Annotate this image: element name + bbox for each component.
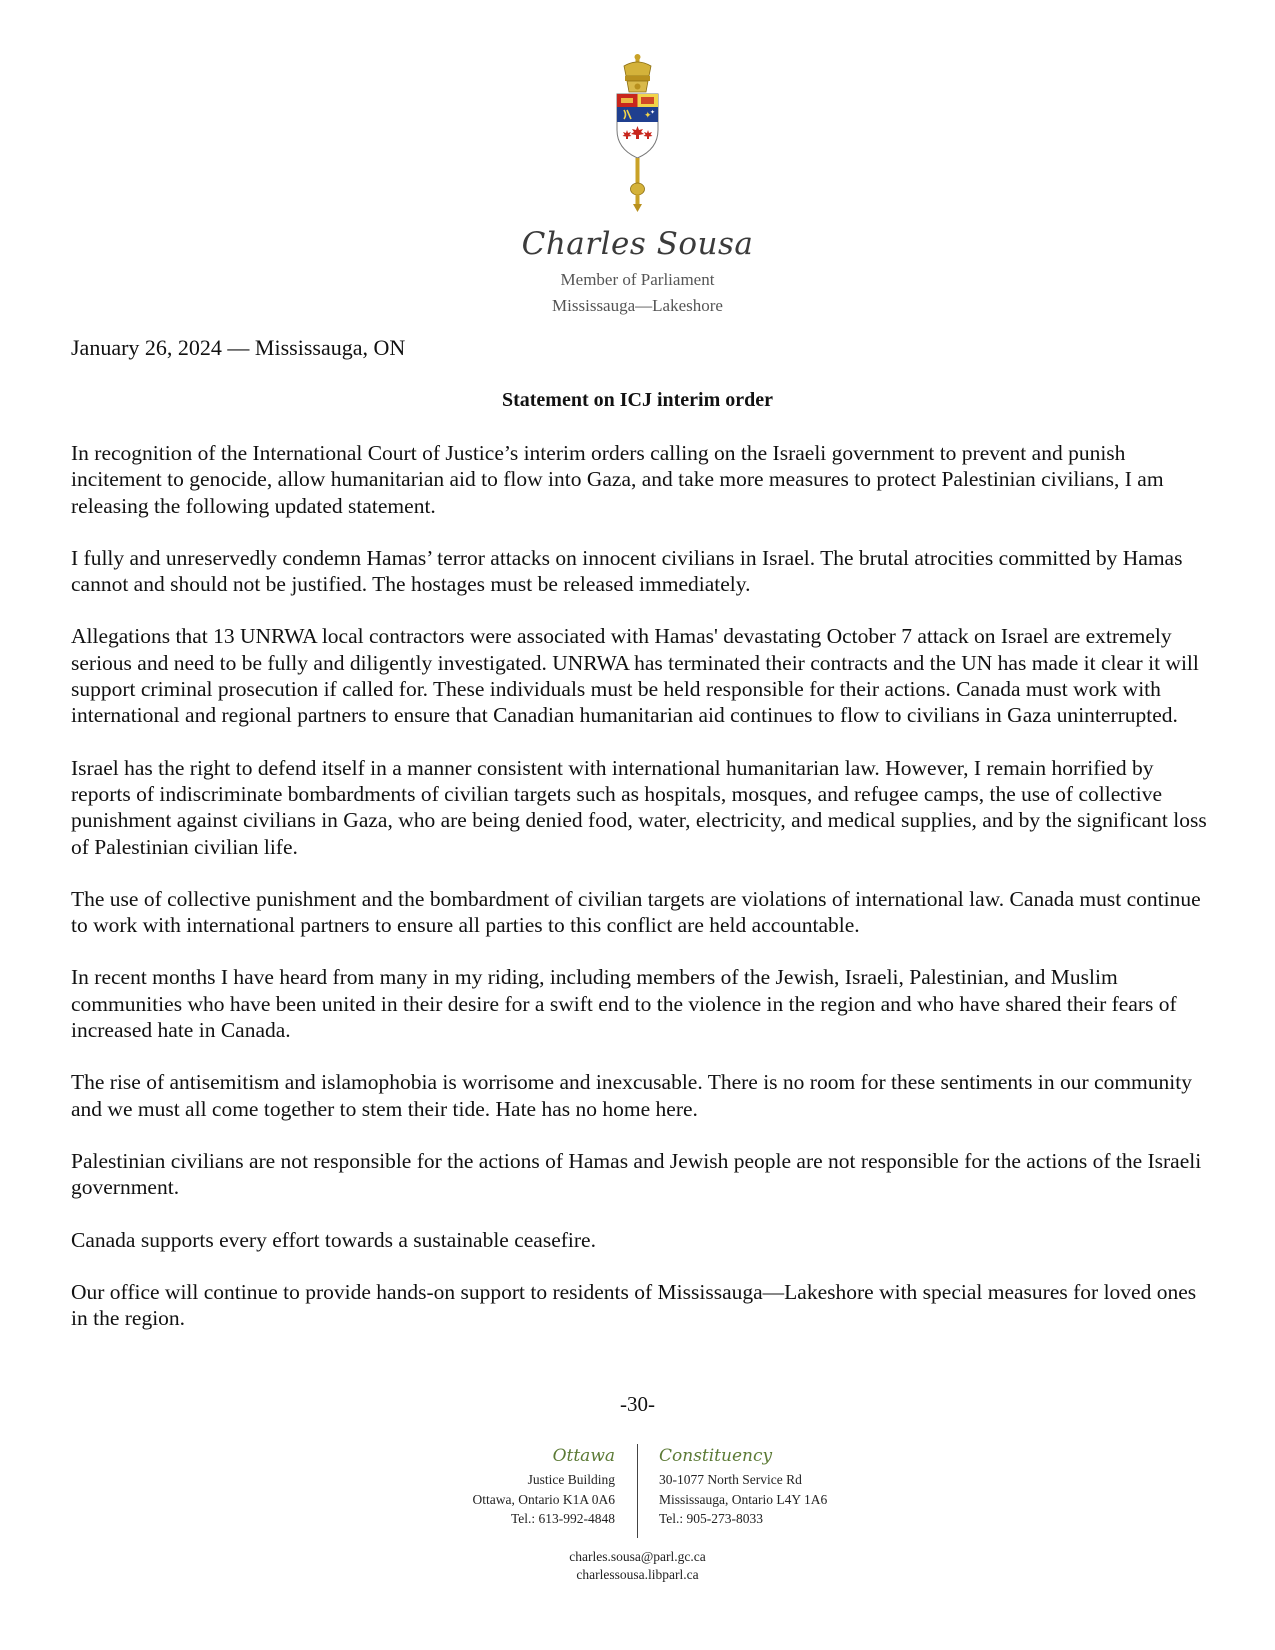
dateline: January 26, 2024 — Mississauga, ON xyxy=(71,335,406,360)
footer-addresses xyxy=(0,1444,1275,1564)
footer-divider xyxy=(637,1444,638,1538)
ottawa-address-line1: Justice Building xyxy=(527,1472,615,1487)
ottawa-phone: Tel.: 613-992-4848 xyxy=(510,1511,615,1526)
mp-riding: Mississauga—Lakeshore xyxy=(552,296,723,315)
mp-title: Member of Parliament xyxy=(560,270,715,289)
statement-body xyxy=(71,440,1211,1357)
house-of-commons-crest-icon xyxy=(600,52,675,212)
constituency-address-line1: 30-1077 North Service Rd xyxy=(659,1472,802,1487)
mp-signature-name: Charles Sousa xyxy=(521,226,754,262)
end-mark: -30- xyxy=(620,1392,655,1416)
paragraph: The use of collective punishment and the bombardment of civilian targets are violations of international law. Canada must continue to work with international partners to ensure all parties to this conflict are held accountable. xyxy=(71,886,1201,938)
ottawa-office xyxy=(473,1444,615,1529)
ottawa-heading: Ottawa xyxy=(552,1446,615,1466)
paragraph: I fully and unreservedly condemn Hamas’ terror attacks on innocent civilians in Israel. The brutal atrocities committed by Hamas cannot and should not be justified. The hostages must be released immediately. xyxy=(71,545,1183,597)
paragraph: Allegations that 13 UNRWA local contractors were associated with Hamas' devastating October 7 attack on Israel are extremely serious and need to be fully and diligently investigated. UNRWA has terminated their contracts and the UN has made it clear it will support criminal prosecution if called for. These individuals must be held responsible for their actions. Canada must work with international and regional partners to ensure that Canadian humanitarian aid continues to flow to civilians in Gaza uninterrupted. xyxy=(71,624,1199,728)
constituency-address-line2: Mississauga, Ontario L4Y 1A6 xyxy=(659,1491,828,1507)
paragraph: The rise of antisemitism and islamophobia is worrisome and inexcusable. There is no room for these sentiments in our community and we must all come together to stem their tide. Hate has no home here. xyxy=(71,1070,1192,1121)
constituency-heading: Constituency xyxy=(659,1446,773,1466)
svg-text:✦: ✦ xyxy=(650,109,656,116)
paragraph: In recognition of the International Court of Justice’s interim orders calling on the Israeli government to prevent and punish incitement to genocide, allow humanitarian aid to flow into Gaza, and take more measures to protect Palestinian civilians, I am releasing the following updated statement. xyxy=(71,441,1164,518)
constituency-phone: Tel.: 905-273-8033 xyxy=(659,1511,764,1526)
paragraph: Our office will continue to provide hands-on support to residents of Mississauga—Lakeshore with special measures for loved ones in the region. xyxy=(71,1279,1197,1331)
paragraph: Israel has the right to defend itself in a manner consistent with international humanitarian law. However, I remain horrified by reports of indiscriminate bombardments of civilian targets such as hospitals, mosques, and refugee camps, the use of collective punishment against civilians in Gaza, who are being denied food, water, electricity, and medical supplies, and by the significant loss of Palestinian civilian life. xyxy=(71,755,1207,859)
svg-text:✦: ✦ xyxy=(644,111,652,121)
footer-contact xyxy=(0,1548,1275,1584)
email-link[interactable]: charles.sousa@parl.gc.ca xyxy=(569,1549,706,1564)
paragraph: In recent months I have heard from many in my riding, including members of the Jewish, Israeli, Palestinian, and Muslim communities who have been united in their desire for a swift end to the violence in the region and who have shared their fears of increased hate in Canada. xyxy=(71,965,1177,1043)
paragraph: Canada supports every effort towards a sustainable ceasefire. xyxy=(71,1227,596,1252)
ottawa-address-line2: Ottawa, Ontario K1A 0A6 xyxy=(472,1491,615,1507)
paragraph: Palestinian civilians are not responsible for the actions of Hamas and Jewish people are not responsible for the actions of the Israeli government. xyxy=(71,1148,1202,1200)
constituency-office xyxy=(659,1444,827,1529)
website-link[interactable]: charlessousa.libparl.ca xyxy=(576,1567,699,1582)
statement-title: Statement on ICJ interim order xyxy=(501,389,774,411)
